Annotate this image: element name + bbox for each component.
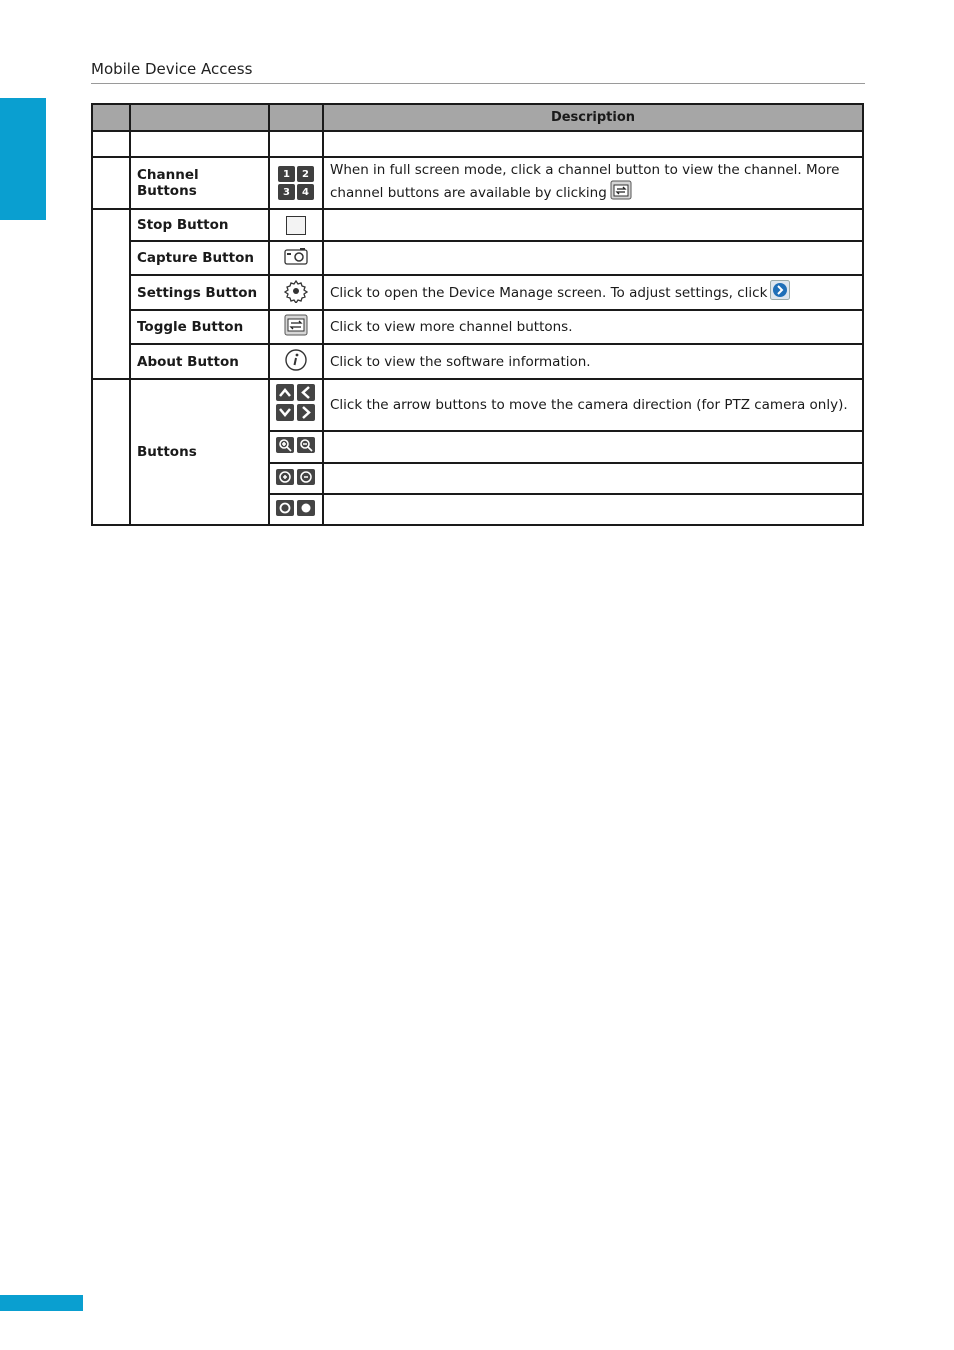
- row-description: Click the arrow buttons to move the camera direction (for PTZ camera only).: [323, 379, 863, 431]
- arrow-keys-icon: [275, 383, 317, 427]
- camera-icon: [284, 247, 308, 269]
- table-header-cell: [130, 104, 269, 131]
- row-name: [130, 131, 269, 157]
- gear-icon: [284, 279, 308, 307]
- channel-key: 1: [278, 166, 295, 182]
- row-description: [323, 209, 863, 241]
- table-cell: [92, 379, 130, 525]
- table-row: [92, 310, 863, 344]
- row-description: [323, 157, 863, 209]
- row-description: [323, 241, 863, 275]
- row-icon-cell: [269, 431, 323, 463]
- row-name: Channel Buttons: [130, 157, 269, 209]
- row-description: [323, 494, 863, 525]
- row-description: [323, 463, 863, 494]
- row-description-text: Click to open the Device Manage screen. To adjust settings, click: [330, 284, 768, 301]
- row-description: [323, 131, 863, 157]
- table-row: [92, 157, 863, 209]
- toggle-channels-icon: [284, 314, 308, 340]
- row-description: [323, 275, 863, 310]
- table-row: [92, 209, 863, 241]
- page-number-bar: [0, 1295, 83, 1311]
- table-header-cell: [269, 104, 323, 131]
- info-icon: [284, 348, 308, 376]
- table-row: [92, 241, 863, 275]
- iris-icon: [275, 499, 317, 521]
- row-description: Click to view the software information.: [323, 344, 863, 379]
- row-icon-cell: [269, 463, 323, 494]
- header-rule: [91, 83, 865, 84]
- next-arrow-icon: [770, 280, 790, 306]
- page-header-title: Mobile Device Access: [91, 60, 253, 78]
- row-icon-cell: [269, 344, 323, 379]
- row-icon-cell: [269, 131, 323, 157]
- table-header-description: Description: [323, 104, 863, 131]
- focus-icon: [275, 468, 317, 490]
- channel-key: 3: [278, 184, 295, 200]
- row-icon-cell: [269, 275, 323, 310]
- button-description-table: [91, 103, 864, 526]
- table-cell: [92, 157, 130, 209]
- row-icon-cell: [269, 209, 323, 241]
- side-tab: [0, 98, 46, 220]
- row-icon-cell: [269, 157, 323, 209]
- row-icon-cell: [269, 494, 323, 525]
- row-icon-cell: [269, 310, 323, 344]
- row-icon-cell: [269, 241, 323, 275]
- table-header-row: [92, 104, 863, 131]
- row-description-text: When in full screen mode, click a channel button to view the channel. More channel buttons are available by clicking: [330, 162, 840, 201]
- table-cell: [92, 131, 130, 157]
- channel-key: 4: [297, 184, 314, 200]
- table-header-cell: [92, 104, 130, 131]
- table-row: [92, 275, 863, 310]
- row-icon-cell: [269, 379, 323, 431]
- toggle-channels-icon: [610, 180, 632, 206]
- row-name: Settings Button: [130, 275, 269, 310]
- table-row: [92, 379, 863, 431]
- table-cell: [92, 209, 130, 379]
- table-row: [92, 344, 863, 379]
- row-description: Click to view more channel buttons.: [323, 310, 863, 344]
- stop-icon: [286, 216, 306, 235]
- channel-number-keys-icon: [277, 165, 315, 201]
- row-name: Buttons: [130, 379, 269, 525]
- row-name: About Button: [130, 344, 269, 379]
- row-name: Capture Button: [130, 241, 269, 275]
- table-row: [92, 131, 863, 157]
- row-name: Stop Button: [130, 209, 269, 241]
- row-name: Toggle Button: [130, 310, 269, 344]
- zoom-icon: [275, 436, 317, 458]
- row-description: [323, 431, 863, 463]
- channel-key: 2: [297, 166, 314, 182]
